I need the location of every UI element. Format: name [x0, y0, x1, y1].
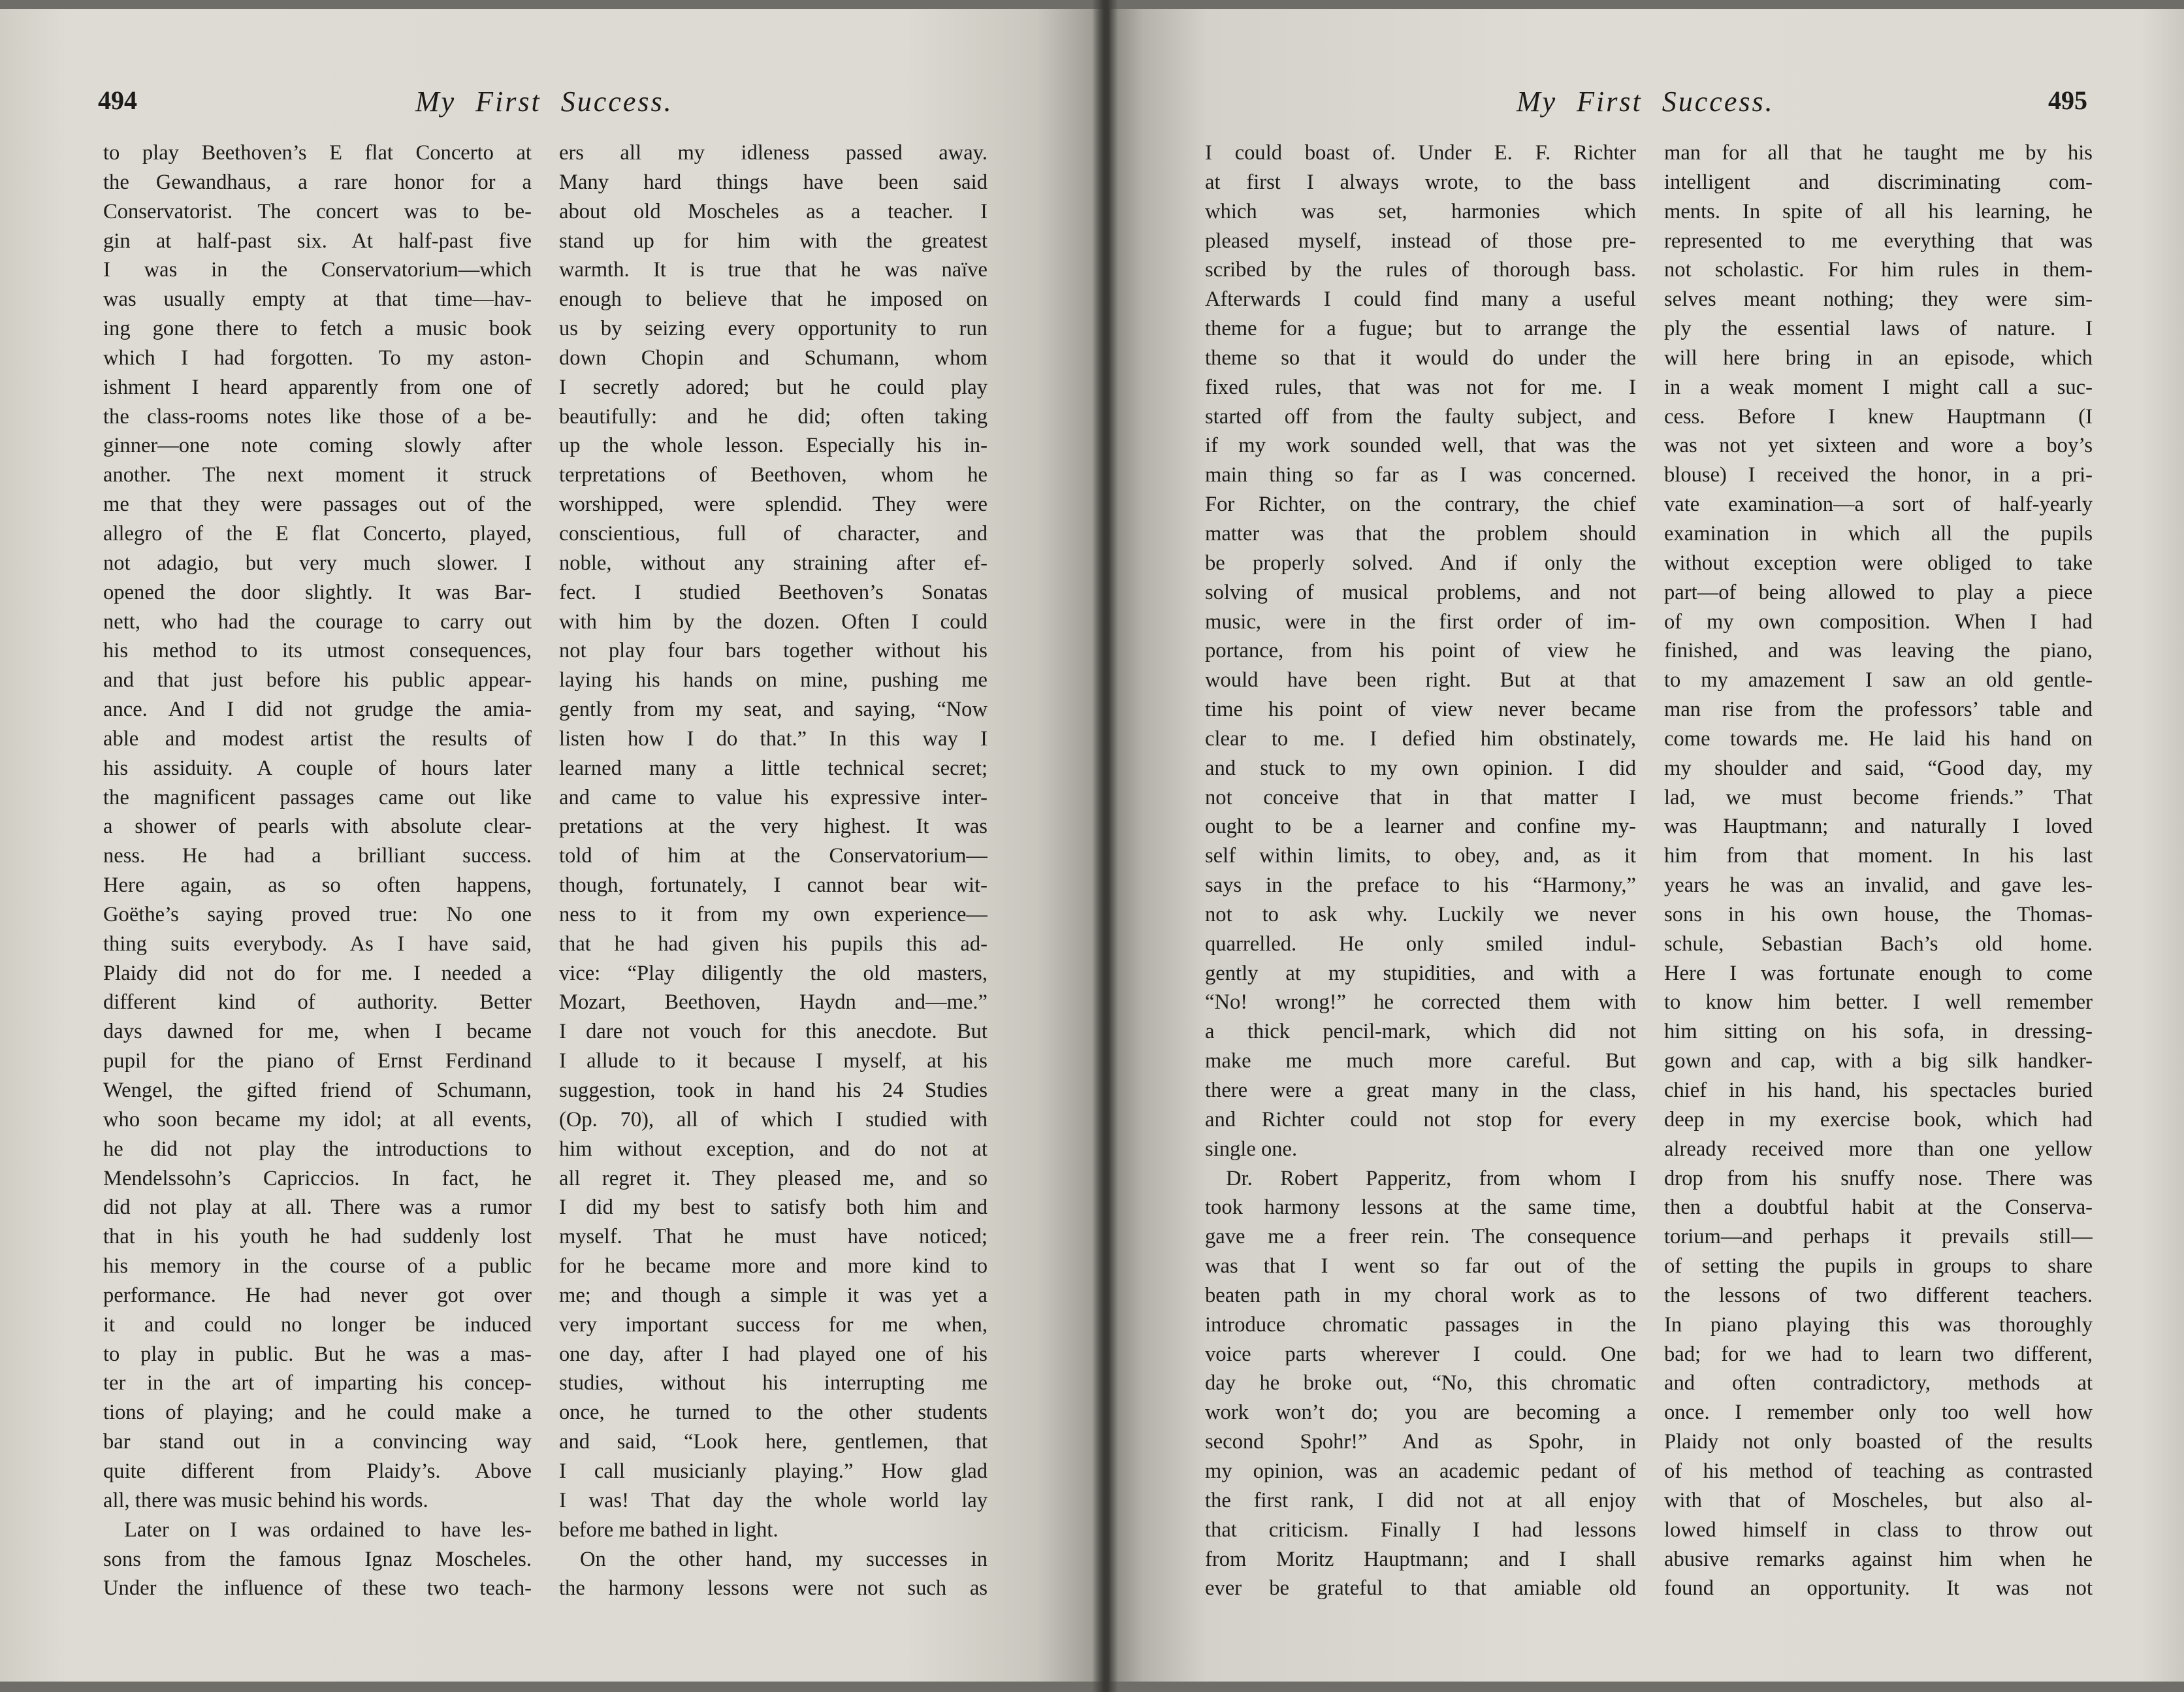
text-line: come towards me. He laid his hand on	[1664, 726, 2093, 751]
text-line: Mendelssohn’s Capriccios. In fact, he	[103, 1166, 532, 1190]
text-line: lad, we must become friends.” That	[1664, 785, 2093, 809]
left-running-title: My First Success.	[415, 86, 673, 118]
text-line: Under the influence of these two teach-	[103, 1576, 532, 1601]
text-line: me that they were passages out of the	[103, 493, 532, 517]
text-line: took harmony lessons at the same time,	[1205, 1196, 1636, 1220]
text-line: though, fortunately, I cannot bear wit-	[559, 873, 988, 898]
text-line: days dawned for me, when I became	[103, 1020, 532, 1044]
text-line: ments. In spite of all his learning, he	[1664, 199, 2093, 223]
text-line: years he was an invalid, and gave les-	[1664, 873, 2093, 898]
text-line: gin at half-past six. At half-past five	[103, 229, 532, 253]
text-line: I secretly adored; but he could play	[559, 375, 988, 399]
text-line: theme for a fugue; but to arrange the	[1205, 317, 1636, 341]
text-line: if my work sounded well, that was the	[1205, 434, 1636, 458]
text-line: not adagio, but very much slower. I	[103, 551, 532, 575]
text-line: vice: “Play diligently the old masters,	[559, 961, 988, 985]
text-line: he did not play the introductions to	[103, 1137, 532, 1161]
book-gutter	[1092, 0, 1118, 1692]
text-line: his method to its utmost consequences,	[103, 639, 532, 663]
text-line: allegro of the E flat Concerto, played,	[103, 521, 532, 545]
text-line: Goëthe’s saying proved true: No one	[103, 902, 532, 926]
text-line: ter in the art of imparting his concep-	[103, 1371, 532, 1395]
text-line: gently at my stupidities, and with a	[1205, 961, 1636, 985]
text-line: fixed rules, that was not for me. I	[1205, 375, 1636, 399]
text-line: theme so that it would do under the	[1205, 346, 1636, 370]
text-line: time his point of view never became	[1205, 698, 1636, 722]
text-line: Here again, as so often happens,	[103, 873, 532, 898]
text-line: man rise from the professors’ table and	[1664, 698, 2093, 722]
text-line: Mozart, Beethoven, Haydn and—me.”	[559, 990, 988, 1015]
text-line: opened the door slightly. It was Bar-	[103, 580, 532, 604]
text-line: it and could no longer be induced	[103, 1312, 532, 1337]
text-line: ishment I heard apparently from one of	[103, 375, 532, 399]
text-line: conscientious, full of character, and	[559, 521, 988, 545]
text-line: told of him at the Conservatorium—	[559, 844, 988, 868]
text-line: laying his hands on mine, pushing me	[559, 668, 988, 692]
text-line: will here bring in an episode, which	[1664, 346, 2093, 370]
text-line: which was set, harmonies which	[1205, 199, 1636, 223]
text-line: introduce chromatic passages in the	[1205, 1312, 1636, 1337]
text-line: I dare not vouch for this anecdote. But	[559, 1020, 988, 1044]
text-line: Wengel, the gifted friend of Schumann,	[103, 1079, 532, 1102]
text-line: bad; for we had to learn two different,	[1664, 1342, 2093, 1366]
text-line: was Hauptmann; and naturally I loved	[1664, 815, 2093, 839]
text-line: was not yet sixteen and wore a boy’s	[1664, 434, 2093, 458]
text-line: found an opportunity. It was not	[1664, 1576, 2093, 1601]
text-line: bar stand out in a convincing way	[103, 1430, 532, 1454]
text-line: part—of being allowed to play a piece	[1664, 580, 2093, 604]
text-line: pleased myself, instead of those pre-	[1205, 229, 1636, 253]
text-line: and came to value his expressive inter-	[559, 785, 988, 809]
text-line: there were a great many in the class,	[1205, 1079, 1636, 1102]
text-line: once. I remember only too well how	[1664, 1401, 2093, 1425]
text-line: who soon became my idol; at all events,	[103, 1107, 532, 1131]
text-line: would have been right. But at that	[1205, 668, 1636, 692]
text-line: Dr. Robert Papperitz, from whom I	[1226, 1166, 1636, 1190]
text-line: started off from the faulty subject, and	[1205, 404, 1636, 429]
text-line: portance, from his point of view he	[1205, 639, 1636, 663]
text-line: torium—and perhaps it prevails still—	[1664, 1225, 2093, 1249]
text-line: On the other hand, my successes in	[580, 1547, 988, 1571]
text-line: to play Beethoven’s E flat Concerto at	[103, 141, 532, 165]
text-line: ers all my idleness passed away.	[559, 141, 988, 165]
text-line: up the whole lesson. Especially his in-	[559, 434, 988, 458]
text-line: was that I went so far out of the	[1205, 1254, 1636, 1278]
text-line: man for all that he taught me by his	[1664, 141, 2093, 165]
text-line: and stuck to my own opinion. I did	[1205, 756, 1636, 780]
text-line: self within limits, to obey, and, as it	[1205, 844, 1636, 868]
text-line: (Op. 70), all of which I studied with	[559, 1107, 988, 1131]
text-line: sons in his own house, the Thomas-	[1664, 902, 2093, 926]
text-line: the lessons of two different teachers.	[1664, 1283, 2093, 1307]
text-line: beautifully: and he did; often taking	[559, 404, 988, 429]
text-line: nett, who had the courage to carry out	[103, 610, 532, 634]
text-line: then a doubtful habit at the Conserva-	[1664, 1196, 2093, 1220]
text-line: Afterwards I could find many a useful	[1205, 287, 1636, 312]
text-line: not to ask why. Luckily we never	[1205, 902, 1636, 926]
right-page-column-2	[1664, 138, 2093, 1603]
text-line: Plaidy not only boasted of the results	[1664, 1430, 2093, 1454]
text-line: I could boast of. Under E. F. Richter	[1205, 141, 1636, 165]
text-line: me; and though a simple it was yet a	[559, 1283, 988, 1307]
text-line: a thick pencil-mark, which did not	[1205, 1020, 1636, 1044]
right-running-title: My First Success.	[1517, 86, 1774, 118]
text-line: Many hard things have been said	[559, 170, 988, 194]
text-line: a shower of pearls with absolute clear-	[103, 815, 532, 839]
text-line: my opinion, was an academic pedant of	[1205, 1459, 1636, 1483]
text-line: for he became more and more kind to	[559, 1254, 988, 1278]
text-line: and said, “Look here, gentlemen, that	[559, 1430, 988, 1454]
text-line: voice parts wherever I could. One	[1205, 1342, 1636, 1366]
text-line: ness. He had a brilliant success.	[103, 844, 532, 868]
text-line: down Chopin and Schumann, whom	[559, 346, 988, 370]
text-line: single one.	[1205, 1137, 1298, 1161]
text-line: and Richter could not stop for every	[1205, 1107, 1636, 1131]
right-page-number: 495	[2048, 86, 2087, 115]
text-line: ing gone there to fetch a music book	[103, 317, 532, 341]
text-line: music, were in the first order of im-	[1205, 610, 1636, 634]
text-line: to know him better. I well remember	[1664, 990, 2093, 1015]
text-line: that criticism. Finally I had lessons	[1205, 1518, 1636, 1542]
left-page-column-2	[559, 138, 988, 1603]
text-line: “No! wrong!” he corrected them with	[1205, 990, 1636, 1015]
text-line: tions of playing; and he could make a	[103, 1401, 532, 1425]
text-line: ginner—one note coming slowly after	[103, 434, 532, 458]
text-line: his memory in the course of a public	[103, 1254, 532, 1278]
text-line: all regret it. They pleased me, and so	[559, 1166, 988, 1190]
text-line: second Spohr!” And as Spohr, in	[1205, 1430, 1636, 1454]
text-line: of his method of teaching as contrasted	[1664, 1459, 2093, 1483]
text-line: represented to me everything that was	[1664, 229, 2093, 253]
text-line: I allude to it because I myself, at his	[559, 1049, 988, 1073]
text-line: day he broke out, “No, this chromatic	[1205, 1371, 1636, 1395]
text-line: Here I was fortunate enough to come	[1664, 961, 2093, 985]
text-line: says in the preface to his “Harmony,”	[1205, 873, 1636, 898]
text-line: pupil for the piano of Ernst Ferdinand	[103, 1049, 532, 1073]
text-line: all, there was music behind his words.	[103, 1488, 428, 1512]
text-line: make me much more careful. But	[1205, 1049, 1636, 1073]
text-line: In piano playing this was thoroughly	[1664, 1312, 2093, 1337]
text-line: blouse) I received the honor, in a pri-	[1664, 463, 2093, 487]
text-line: with him by the dozen. Often I could	[559, 610, 988, 634]
text-line: terpretations of Beethoven, whom he	[559, 463, 988, 487]
text-line: one day, after I had played one of his	[559, 1342, 988, 1366]
text-line: very important success for me when,	[559, 1312, 988, 1337]
text-line: warmth. It is true that he was naïve	[559, 258, 988, 282]
text-line: be properly solved. And if only the	[1205, 551, 1636, 575]
text-line: that he had given his pupils this ad-	[559, 932, 988, 956]
text-line: that in his youth he had suddenly lost	[103, 1225, 532, 1249]
text-line: gown and cap, with a big silk handker-	[1664, 1049, 2093, 1073]
text-line: my shoulder and said, “Good day, my	[1664, 756, 2093, 780]
text-line: stand up for him with the greatest	[559, 229, 988, 253]
text-line: lowed himself in class to throw out	[1664, 1518, 2093, 1542]
text-line: I was in the Conservatorium—which	[103, 258, 532, 282]
text-line: learned many a little technical secret;	[559, 756, 988, 780]
text-line: noble, without any straining after ef-	[559, 551, 988, 575]
text-line: gave me a freer rein. The consequence	[1205, 1225, 1636, 1249]
text-line: gently from my seat, and saying, “Now	[559, 698, 988, 722]
text-line: another. The next moment it struck	[103, 463, 532, 487]
text-line: his assiduity. A couple of hours later	[103, 756, 532, 780]
left-page-column-1	[103, 138, 532, 1603]
left-page-number: 494	[98, 86, 137, 115]
text-line: already received more than one yellow	[1664, 1137, 2093, 1161]
text-line: the Gewandhaus, a rare honor for a	[103, 170, 532, 194]
text-line: did not play at all. There was a rumor	[103, 1196, 532, 1220]
text-line: For Richter, on the contrary, the chief	[1205, 493, 1636, 517]
text-line: myself. That he must have noticed;	[559, 1225, 988, 1249]
text-line: of setting the pupils in groups to share	[1664, 1254, 2093, 1278]
text-line: I did my best to satisfy both him and	[559, 1196, 988, 1220]
text-line: him from that moment. In his last	[1664, 844, 2093, 868]
text-line: the magnificent passages came out like	[103, 785, 532, 809]
text-line: about old Moscheles as a teacher. I	[559, 199, 988, 223]
text-line: ness to it from my own experience—	[559, 902, 988, 926]
text-line: and that just before his public appear-	[103, 668, 532, 692]
text-line: to my amazement I saw an old gentle-	[1664, 668, 2093, 692]
text-line: which I had forgotten. To my aston-	[103, 346, 532, 370]
text-line: thing suits everybody. As I have said,	[103, 932, 532, 956]
text-line: beaten path in my choral work as to	[1205, 1283, 1636, 1307]
text-line: work won’t do; you are becoming a	[1205, 1401, 1636, 1425]
text-line: selves meant nothing; they were sim-	[1664, 287, 2093, 312]
text-line: quarrelled. He only smiled indul-	[1205, 932, 1636, 956]
text-line: matter was that the problem should	[1205, 521, 1636, 545]
text-line: solving of musical problems, and not	[1205, 580, 1636, 604]
right-page-column-1	[1205, 138, 1636, 1603]
text-line: not play four bars together without his	[559, 639, 988, 663]
text-line: intelligent and discriminating com-	[1664, 170, 2093, 194]
text-line: Plaidy did not do for me. I needed a	[103, 961, 532, 985]
text-line: from Moritz Hauptmann; and I shall	[1205, 1547, 1636, 1571]
text-line: the first rank, I did not at all enjoy	[1205, 1488, 1636, 1512]
text-line: suggestion, took in hand his 24 Studies	[559, 1079, 988, 1102]
text-line: ance. And I did not grudge the amia-	[103, 698, 532, 722]
text-line: cess. Before I knew Hauptmann (I	[1664, 404, 2093, 429]
text-line: to play in public. But he was a mas-	[103, 1342, 532, 1366]
text-line: vate examination—a sort of half-yearly	[1664, 493, 2093, 517]
text-line: the class-rooms notes like those of a be-	[103, 404, 532, 429]
text-line: before me bathed in light.	[559, 1518, 779, 1542]
text-line: fect. I studied Beethoven’s Sonatas	[559, 580, 988, 604]
text-line: performance. He had never got over	[103, 1283, 532, 1307]
text-line: scribed by the rules of thorough bass.	[1205, 258, 1636, 282]
text-line: main thing so far as I was concerned.	[1205, 463, 1636, 487]
text-line: sons from the famous Ignaz Moscheles.	[103, 1547, 532, 1571]
text-line: ever be grateful to that amiable old	[1205, 1576, 1636, 1601]
text-line: schule, Sebastian Bach’s old home.	[1664, 932, 2093, 956]
text-line: abusive remarks against him when he	[1664, 1547, 2093, 1571]
text-line: chief in his hand, his spectacles buried	[1664, 1079, 2093, 1102]
text-line: was usually empty at that time—hav-	[103, 287, 532, 312]
text-line: at first I always wrote, to the bass	[1205, 170, 1636, 194]
text-line: in a weak moment I might call a suc-	[1664, 375, 2093, 399]
text-line: Later on I was ordained to have les-	[124, 1518, 532, 1542]
text-line: studies, without his interrupting me	[559, 1371, 988, 1395]
text-line: drop from his snuffy nose. There was	[1664, 1166, 2093, 1190]
text-line: him without exception, and do not at	[559, 1137, 988, 1161]
text-line: without exception were obliged to take	[1664, 551, 2093, 575]
text-line: once, he turned to the other students	[559, 1401, 988, 1425]
text-line: ought to be a learner and confine my-	[1205, 815, 1636, 839]
text-line: Conservatorist. The concert was to be-	[103, 199, 532, 223]
text-line: of my own composition. When I had	[1664, 610, 2093, 634]
text-line: deep in my exercise book, which had	[1664, 1107, 2093, 1131]
text-line: with that of Moscheles, but also al-	[1664, 1488, 2093, 1512]
text-line: listen how I do that.” In this way I	[559, 726, 988, 751]
text-line: him sitting on his sofa, in dressing-	[1664, 1020, 2093, 1044]
text-line: ply the essential laws of nature. I	[1664, 317, 2093, 341]
text-line: I call musicianly playing.” How glad	[559, 1459, 988, 1483]
text-line: I was! That day the whole world lay	[559, 1488, 988, 1512]
text-line: finished, and was leaving the piano,	[1664, 639, 2093, 663]
text-line: not conceive that in that matter I	[1205, 785, 1636, 809]
text-line: us by seizing every opportunity to run	[559, 317, 988, 341]
text-line: not scholastic. For him rules in them-	[1664, 258, 2093, 282]
text-line: examination in which all the pupils	[1664, 521, 2093, 545]
text-line: worshipped, were splendid. They were	[559, 493, 988, 517]
text-line: pretations at the very highest. It was	[559, 815, 988, 839]
text-line: clear to me. I defied him obstinately,	[1205, 726, 1636, 751]
text-line: quite different from Plaidy’s. Above	[103, 1459, 532, 1483]
text-line: enough to believe that he imposed on	[559, 287, 988, 312]
text-line: different kind of authority. Better	[103, 990, 532, 1015]
text-line: able and modest artist the results of	[103, 726, 532, 751]
text-line: and often contradictory, methods at	[1664, 1371, 2093, 1395]
text-line: the harmony lessons were not such as	[559, 1576, 988, 1601]
